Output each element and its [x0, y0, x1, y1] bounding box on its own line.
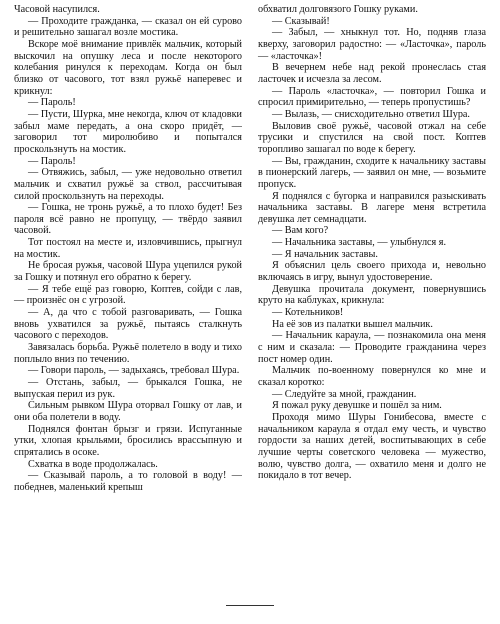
- paragraph: Часовой насупился.: [14, 4, 100, 15]
- paragraph: — Вы, гражданин, сходите к начальнику заставы в пионерский лагерь, — заявил он мне, — возьмите пропуск.: [258, 155, 486, 190]
- paragraph: Не бросая ружья, часовой Шура уцепился рукой за Гошку и потянул его обратно к берегу.: [14, 260, 242, 284]
- paragraph: — Начальника заставы, — улыбнулся я.: [272, 237, 447, 249]
- left-column: [14, 4, 242, 494]
- right-column: [258, 4, 486, 494]
- paragraph: Схватка в воде продолжалась.: [28, 458, 158, 470]
- paragraph: Я поднялся с бугорка и направился разыскивать начальника заставы. В лагере меня встретила девушка лет семнадцати.: [258, 190, 486, 225]
- paragraph: — Я тебе ещё раз говорю, Коптев, сойди с лав, — произнёс он с угрозой.: [14, 283, 242, 307]
- paragraph: — Вылазь, — снисходительно ответил Шура.: [272, 108, 470, 120]
- paragraph: Я объяснил цель своего прихода и, невольно включаясь в игру, вынул удостоверение.: [258, 260, 486, 284]
- paragraph: — Котельников!: [272, 307, 344, 319]
- paragraph: Выловив своё ружьё, часовой отжал на себе трусики и спустился на свой пост. Коптев торопливо зашагал по воде к берегу.: [258, 120, 486, 155]
- paragraph: — Пусти, Шурка, мне некогда, ключ от кладовки забыл маме передать, а она скоро придёт, — заговорил тот миролюбиво и попытался проскользнуть на мостик.: [14, 108, 242, 155]
- paragraph: — Проходите гражданка, — сказал он ей сурово и решительно зашагал возле мостика.: [14, 15, 242, 39]
- paragraph: — Следуйте за мной, гражданин.: [272, 388, 417, 400]
- paragraph: Проходя мимо Шуры Гонибесова, вместе с начальником караула я отдал ему честь, и чувство гордости за наших детей, воспитывающих в себе лучшие черты советского человека — мужество, волю, чувство долга, — охватило меня и долго не покидало в тот вечер.: [258, 411, 486, 482]
- paragraph: На её зов из палатки вышел мальчик.: [272, 318, 433, 330]
- paragraph: — Говори пароль, — задыхаясь, требовал Шура.: [28, 365, 240, 377]
- paragraph: — Сказывай!: [272, 15, 330, 27]
- paragraph: — Пароль «ласточка», — повторил Гошка и спросил примирительно, — теперь пропустишь?: [258, 85, 486, 109]
- paragraph: Поднялся фонтан брызг и грязи. Испуганные утки, хлопая крыльями, бросились врассыпную и спрятались в осоке.: [14, 423, 242, 458]
- paragraph: Я пожал руку девушке и пошёл за ним.: [272, 400, 442, 412]
- paragraph: Девушка прочитала документ, повернувшись круто на каблуках, крикнула:: [258, 283, 486, 307]
- section-divider: [226, 605, 274, 606]
- paragraph: — Гошка, не тронь ружьё, а то плохо будет! Без пароля всё равно не пропущу, — твёрдо заявил часовой.: [14, 202, 242, 237]
- paragraph: — А, да что с тобой разговаривать, — Гошка вновь ухватился за ружьё, пытаясь сталкнуть часового с переходов.: [14, 307, 242, 342]
- paragraph: Завязалась борьба. Ружьё полетело в воду и тихо поплыло вниз по течению.: [14, 342, 242, 365]
- paragraph: — Отвяжись, забыл, — уже недовольно ответил мальчик и схватил ружьё за ствол, рассчитывая силой проскользнуть на переходы.: [14, 167, 242, 202]
- paragraph: Вскоре моё внимание привлёк мальчик, который выскочил на опушку леса и после некоторого колебания ринулся к переходам. Когда он был близко от часового, тот взял ружьё наперевес и крикнул:: [14, 38, 242, 97]
- paragraph: — Забыл, — хныкнул тот. Но, подняв глаза кверху, заговорил радостно: — «Ласточка», пароль — «ласточка»!: [258, 27, 486, 62]
- text-columns: [14, 4, 486, 494]
- paragraph: — Отстань, забыл, — брыкался Гошка, не выпуская перил из рук.: [14, 377, 242, 400]
- paragraph: — Вам кого?: [272, 225, 329, 237]
- paragraph: Тот постоял на месте и, изловчившись, прыгнул на мостик.: [14, 237, 242, 260]
- paragraph: — Пароль!: [28, 97, 76, 109]
- paragraph: — Пароль!: [28, 155, 76, 167]
- paragraph: — Сказывай пароль, а то головой в воду! — победнев, маленький крепыш: [14, 470, 242, 493]
- paragraph: — Начальник караула, — познакомила она меня с ним и сказала: — Проводите гражданина через пост номер один.: [258, 330, 486, 365]
- paragraph: обхватил долговязого Гошку руками.: [258, 4, 418, 15]
- paragraph: В вечернем небе над рекой пронеслась стая ласточек и исчезла за лесом.: [258, 62, 486, 85]
- paragraph: Мальчик по-военному повернулся ко мне и сказал коротко:: [258, 365, 486, 388]
- paragraph: Сильным рывком Шура оторвал Гошку от лав, и они оба полетели в воду.: [14, 400, 242, 423]
- paragraph: — Я начальник заставы.: [272, 248, 378, 260]
